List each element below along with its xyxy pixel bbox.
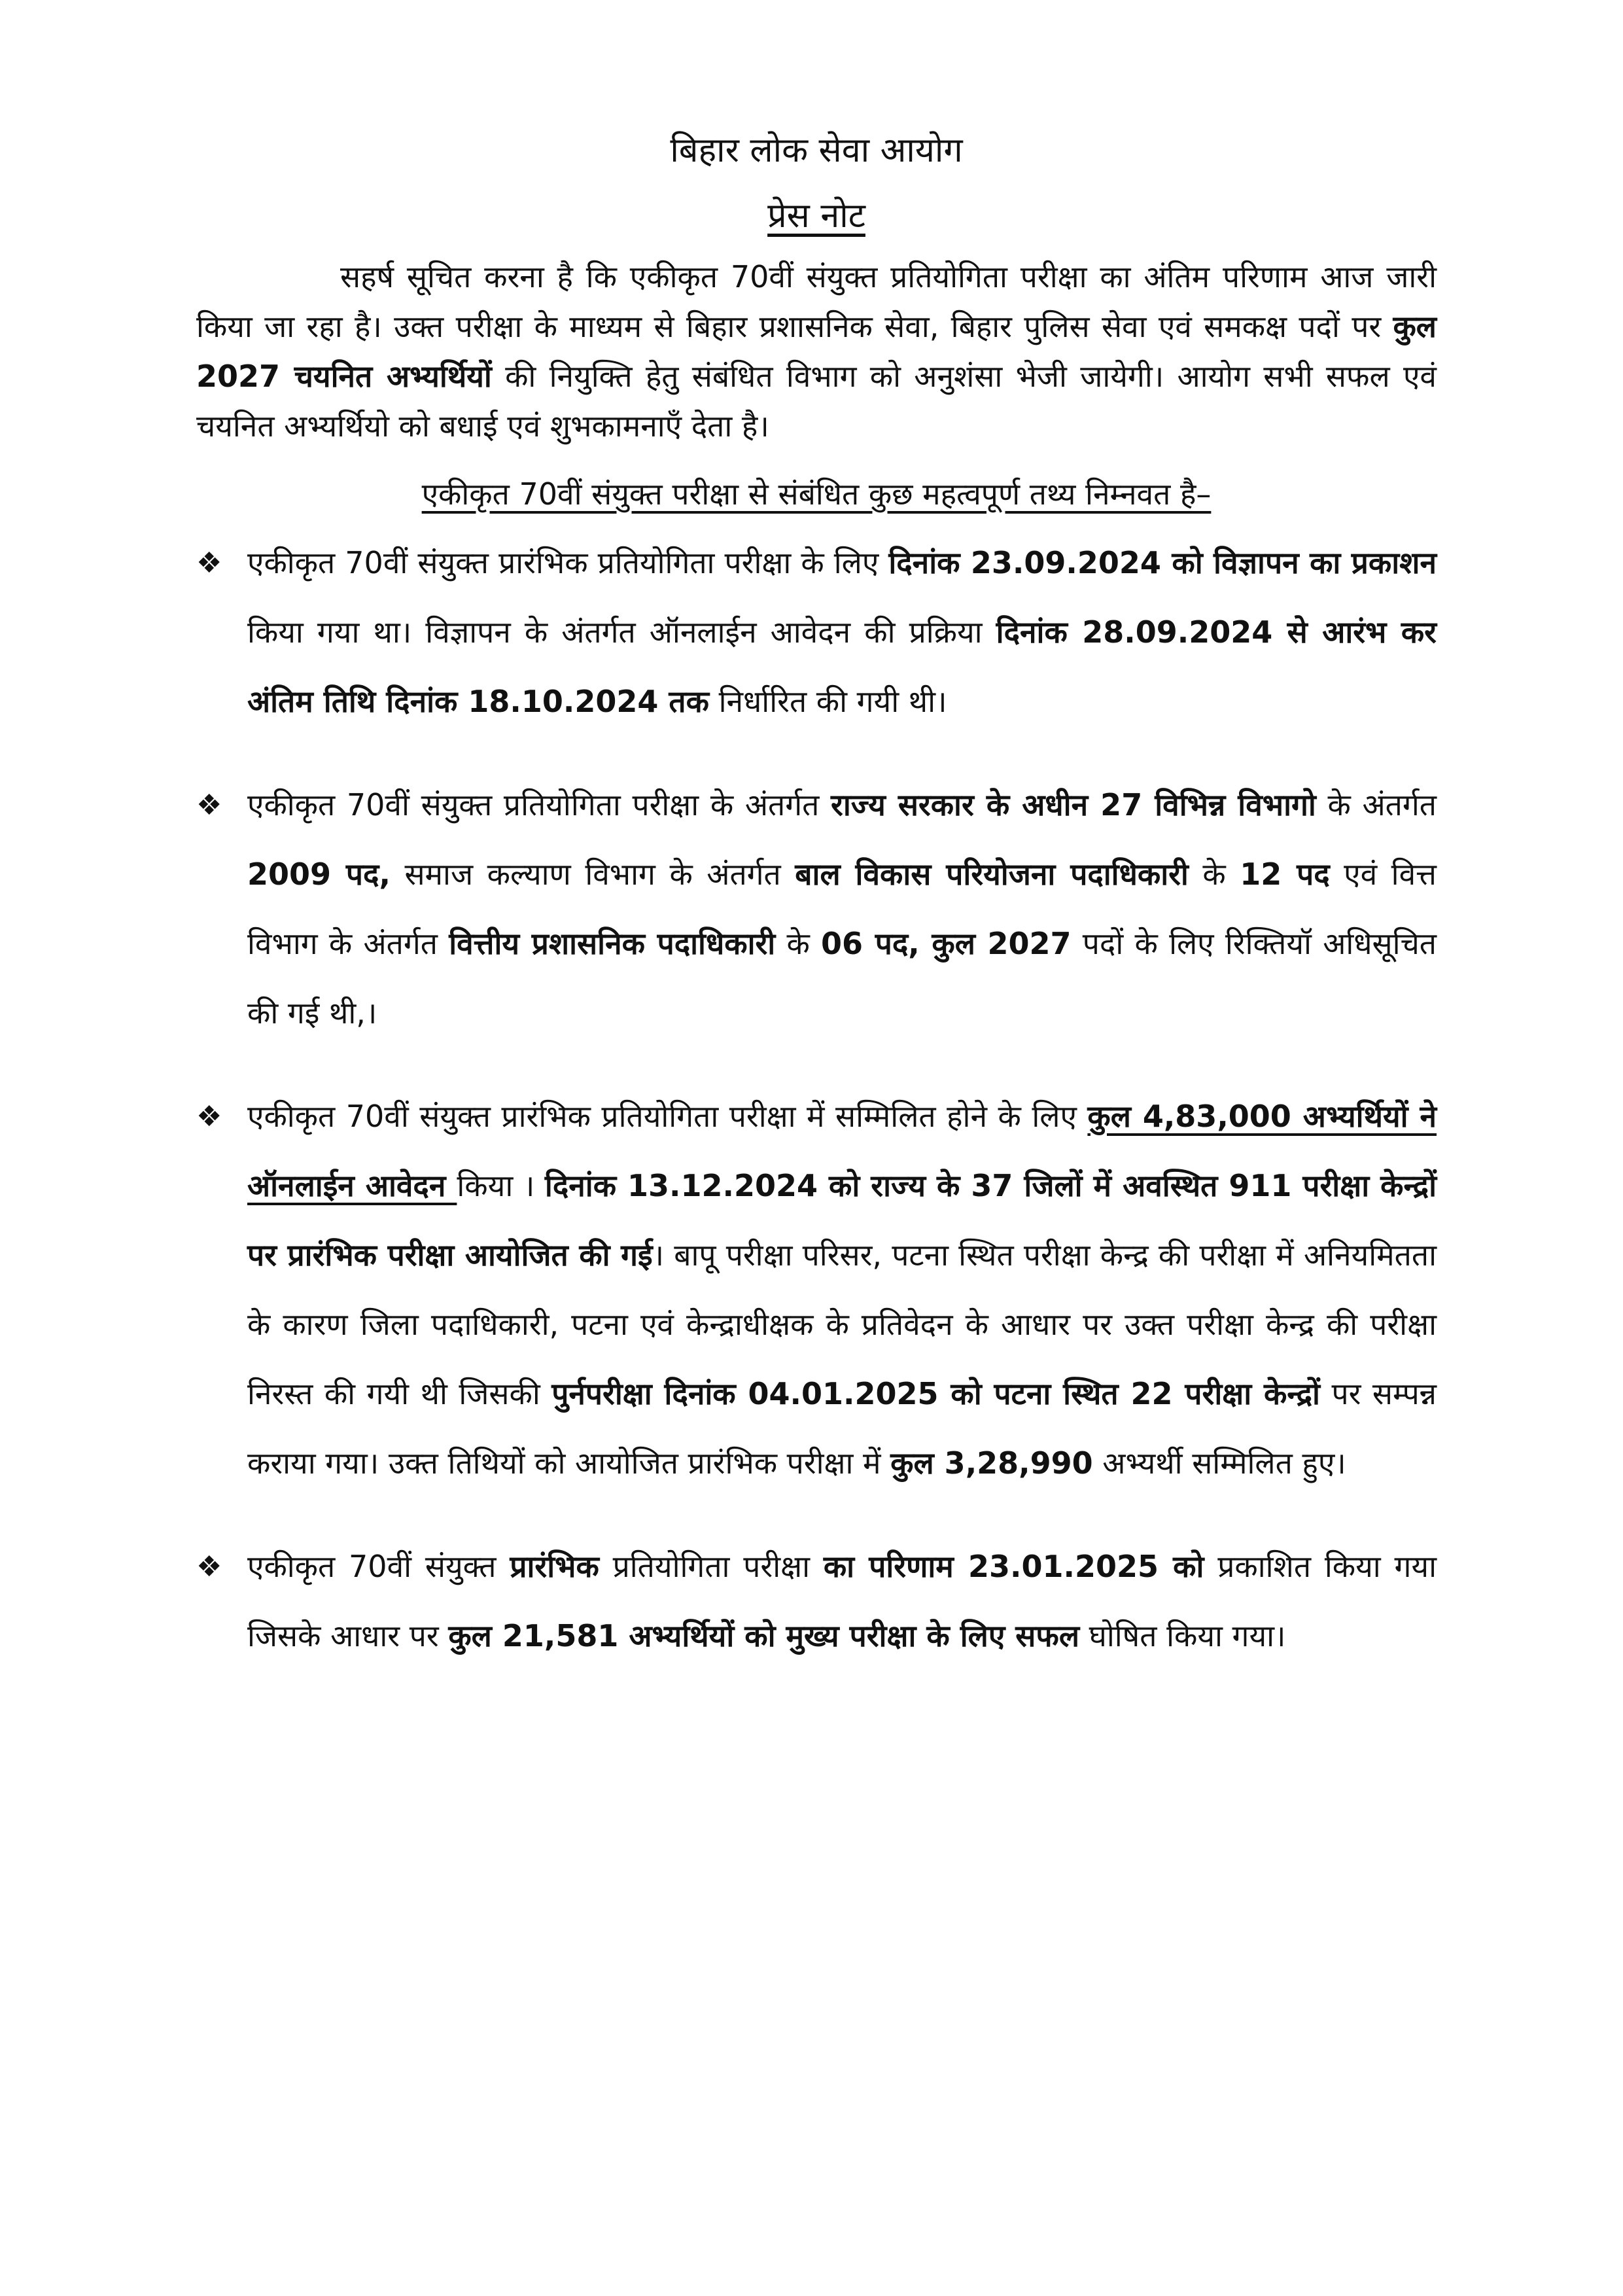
fact-bold-segment: प्रारंभिक <box>510 1549 599 1584</box>
press-note-heading: प्रेस नोट <box>767 196 865 236</box>
fact-text-segment: के <box>1188 857 1240 892</box>
fact-text-segment: किया । <box>457 1168 545 1203</box>
fact-text-segment: घोषित किया गया। <box>1079 1618 1286 1653</box>
fact-bold-segment: 12 पद <box>1240 857 1330 892</box>
intro-paragraph <box>196 252 1437 451</box>
intro-text-2: की नियुक्ति हेतु संबंधित विभाग को अनुशंसा भेजी जायेगी। आयोग सभी सफल एवं चयनित अभ्यर्थियो को बधाई एवं शुभकामनाएँ देता है। <box>196 359 1437 444</box>
fact-bold-segment: बाल विकास परियोजना पदाधिकारी <box>795 857 1189 892</box>
diamond-bullet-icon: ❖ <box>196 1550 222 1583</box>
fact-bold-segment: कुल 21,581 अभ्यर्थियों को मुख्य परीक्षा के लिए सफल <box>448 1618 1080 1653</box>
fact-text-segment: पर सम्पन्न कराया गया। उक्त तिथियों को आयोजित प्रारंभिक परीक्षा में <box>247 1376 1437 1481</box>
fact-bold-segment: पुर्नपरीक्षा दिनांक 04.01.2025 को पटना स्थित 22 परीक्षा केन्द्रों <box>551 1376 1320 1411</box>
fact-bold-segment: दिनांक 23.09.2024 को विज्ञापन का प्रकाशन <box>888 545 1437 580</box>
fact-text-segment: एकीकृत 70वीं संयुक्त <box>247 1549 510 1584</box>
intro-highlight: कुल 2027 चयनित अभ्यर्थियों <box>196 309 1437 394</box>
fact-bold-segment: वित्तीय प्रशासनिक पदाधिकारी <box>449 926 776 961</box>
fact-text-segment: प्रतियोगिता परीक्षा <box>599 1549 824 1584</box>
fact-text-segment: एकीकृत 70वीं संयुक्त प्रारंभिक प्रतियोगिता परीक्षा के लिए <box>247 545 889 580</box>
diamond-bullet-icon: ❖ <box>196 1100 222 1133</box>
fact-bold-segment: कुल 3,28,990 <box>890 1445 1093 1481</box>
fact-item-1 <box>196 528 1437 736</box>
fact-text-segment: प्रकाशित किया गया जिसके आधार पर <box>247 1549 1437 1653</box>
fact-item-4 <box>196 1532 1437 1670</box>
fact-bold-segment: दिनांक 13.12.2024 को राज्य के 37 जिलों में अवस्थित 911 परीक्षा केन्द्रों पर प्रारंभिक परीक्षा आयोजित की गई <box>247 1168 1437 1273</box>
fact-bold-segment: 06 पद, कुल 2027 <box>821 926 1072 961</box>
fact-bold-segment: का परिणाम 23.01.2025 को <box>823 1549 1204 1584</box>
fact-text <box>247 1532 1437 1670</box>
fact-item-3 <box>196 1082 1437 1498</box>
fact-text-segment: एवं वित्त विभाग के अंतर्गत <box>247 857 1437 961</box>
fact-text <box>247 1082 1437 1498</box>
fact-bold-underlined-segment: कुल 4,83,000 अभ्यर्थियों ने ऑनलाईन आवेदन <box>247 1099 1437 1203</box>
facts-heading: एकीकृत 70वीं संयुक्त परीक्षा से संबंधित कुछ महत्वपूर्ण तथ्य निम्नवत है– <box>421 476 1212 512</box>
organization-title: बिहार लोक सेवा आयोग <box>670 131 963 170</box>
fact-text <box>247 528 1437 736</box>
fact-text <box>247 770 1437 1048</box>
diamond-bullet-icon: ❖ <box>196 788 222 822</box>
fact-bold-segment: दिनांक 28.09.2024 से आरंभ कर अंतिम तिथि दिनांक 18.10.2024 तक <box>247 614 1437 719</box>
fact-text-segment: किया गया था। विज्ञापन के अंतर्गत ऑनलाईन आवेदन की प्रक्रिया <box>247 614 996 650</box>
fact-bold-segment: राज्य सरकार के अधीन 27 विभिन्न विभागो <box>831 787 1316 822</box>
fact-text-segment: एकीकृत 70वीं संयुक्त प्रतियोगिता परीक्षा के अंतर्गत <box>247 787 831 822</box>
fact-text-segment: अभ्यर्थी सम्मिलित हुए। <box>1092 1445 1346 1481</box>
fact-text-segment: पदों के लिए रिक्तियॉ अधिसूचित की गई थी,। <box>247 926 1437 1031</box>
fact-text-segment: । बापू परीक्षा परिसर, पटना स्थित परीक्षा केन्द्र की परीक्षा में अनियमितता के कारण जिला पदाधिकारी, पटना एवं केन्द्राधीक्षक के प्रतिवेदन के आधार पर उक्त परीक्षा केन्द्र की परीक्षा निरस्त की गयी थी जिसकी <box>247 1237 1437 1411</box>
fact-text-segment: एकीकृत 70वीं संयुक्त प्रारंभिक प्रतियोगिता परीक्षा में सम्मिलित होने के लिए <box>247 1099 1088 1134</box>
fact-text-segment: के <box>775 926 822 961</box>
intro-text-1: सहर्ष सूचित करना है कि एकीकृत 70वीं संयुक्त प्रतियोगिता परीक्षा का अंतिम परिणाम आज जारी किया जा रहा है। उक्त परीक्षा के माध्यम से बिहार प्रशासनिक सेवा, बिहार पुलिस सेवा एवं समकक्ष पदों पर <box>196 259 1437 344</box>
fact-text-segment: निर्धारित की गयी थी। <box>708 684 947 719</box>
fact-text-segment: के अंतर्गत <box>1316 787 1437 822</box>
diamond-bullet-icon: ❖ <box>196 546 222 580</box>
fact-text-segment: समाज कल्याण विभाग के अंतर्गत <box>390 857 795 892</box>
fact-bold-segment: 2009 पद, <box>247 857 391 892</box>
fact-item-2 <box>196 770 1437 1048</box>
